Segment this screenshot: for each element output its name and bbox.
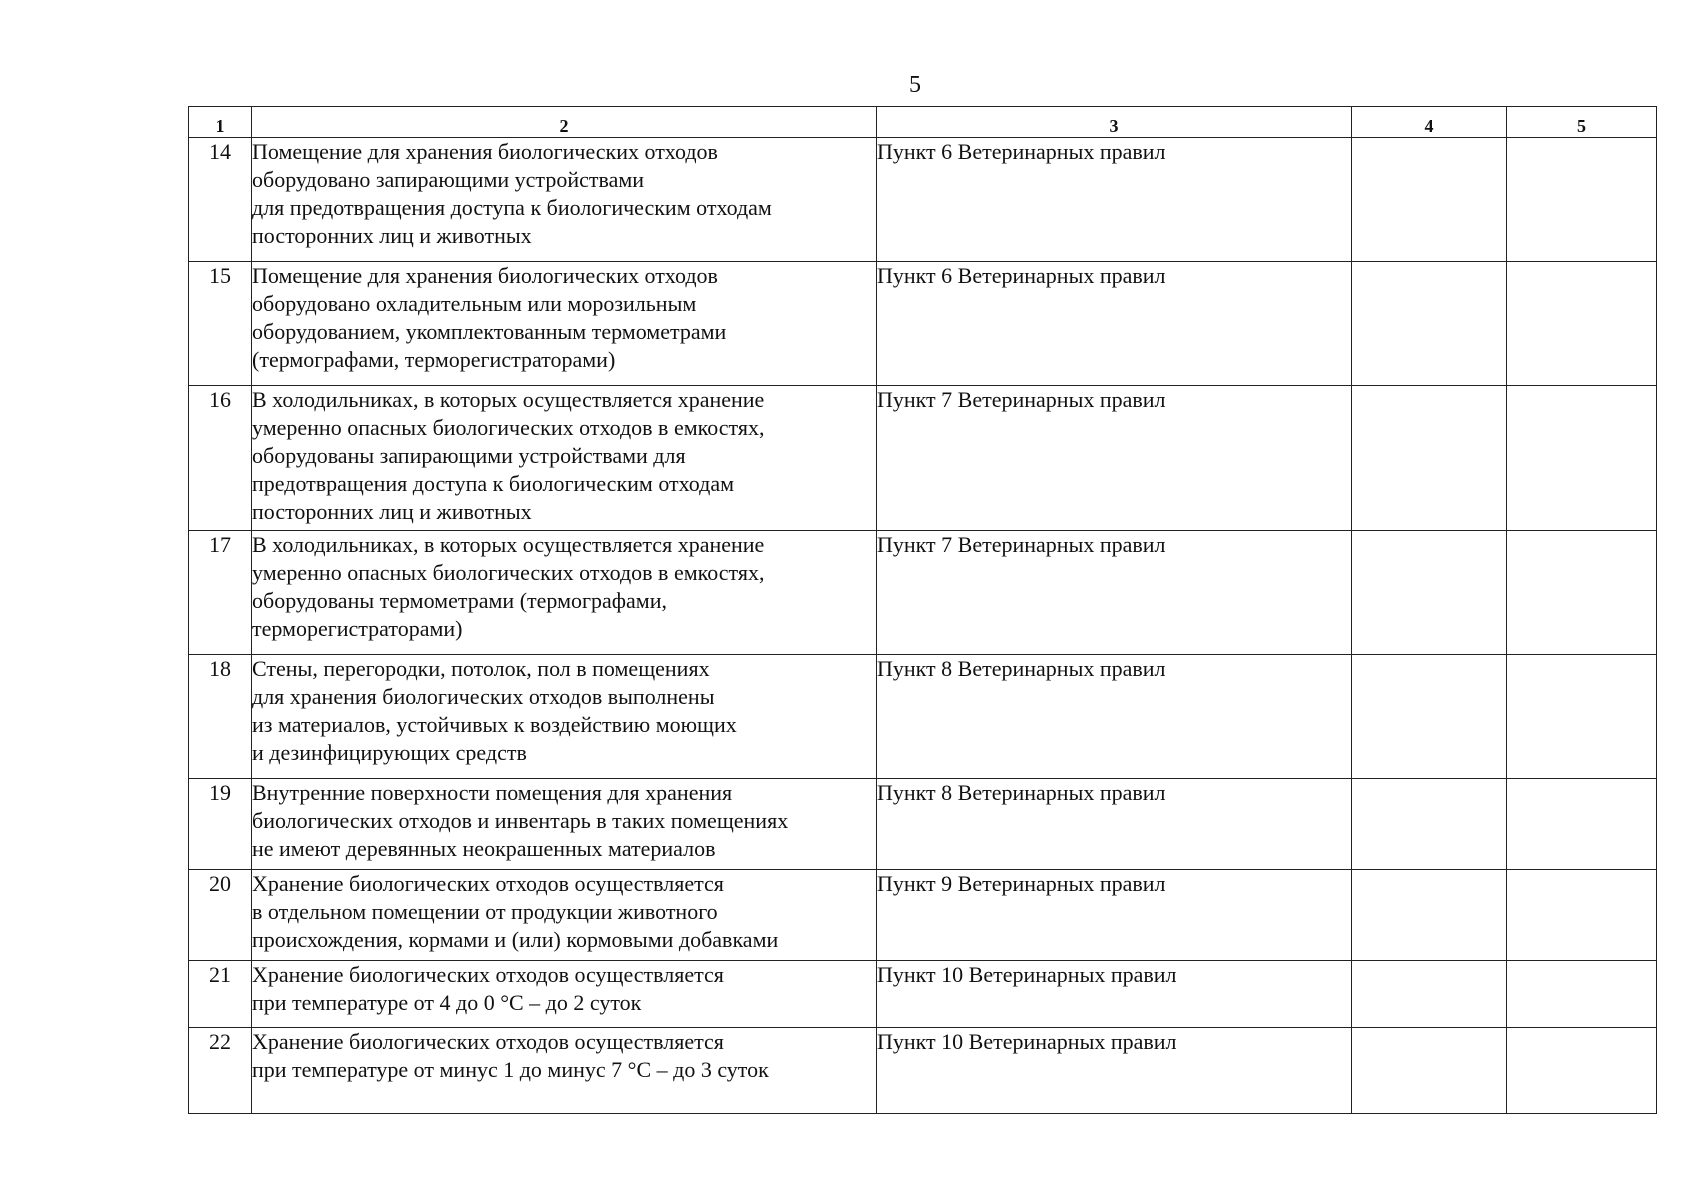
note-cell <box>1507 870 1657 961</box>
row-number: 18 <box>189 655 252 779</box>
page-number: 5 <box>909 72 921 98</box>
note-cell <box>1507 961 1657 1028</box>
table-row <box>189 1028 1657 1114</box>
requirement-text: Помещение для хранения биологических отходов оборудовано запирающими устройствами для предотвращения доступа к биологическим отходам посторонних лиц и животных <box>252 138 877 262</box>
row-number: 21 <box>189 961 252 1028</box>
note-cell <box>1507 386 1657 531</box>
table-row <box>189 655 1657 779</box>
answer-cell <box>1352 961 1507 1028</box>
answer-cell <box>1352 386 1507 531</box>
table-row <box>189 386 1657 531</box>
row-number: 17 <box>189 531 252 655</box>
legal-reference: Пункт 7 Ветеринарных правил <box>877 386 1352 531</box>
requirement-text: Хранение биологических отходов осуществляется в отдельном помещении от продукции животного происхождения, кормами и (или) кормовыми добавками <box>252 870 877 961</box>
answer-cell <box>1352 1028 1507 1114</box>
note-cell <box>1507 1028 1657 1114</box>
checklist-table <box>188 106 1657 1114</box>
answer-cell <box>1352 262 1507 386</box>
requirement-text: В холодильниках, в которых осуществляется хранение умеренно опасных биологических отходов в емкостях, оборудованы термометрами (термографами, терморегистраторами) <box>252 531 877 655</box>
legal-reference: Пункт 8 Ветеринарных правил <box>877 655 1352 779</box>
note-cell <box>1507 138 1657 262</box>
table-row <box>189 138 1657 262</box>
requirement-text: Стены, перегородки, потолок, пол в помещениях для хранения биологических отходов выполнены из материалов, устойчивых к воздействию моющих и дезинфицирующих средств <box>252 655 877 779</box>
legal-reference: Пункт 8 Ветеринарных правил <box>877 779 1352 870</box>
requirement-text: В холодильниках, в которых осуществляется хранение умеренно опасных биологических отходов в емкостях, оборудованы запирающими устройствами для предотвращения доступа к биологическим отходам посторонних лиц и животных <box>252 386 877 531</box>
requirement-text: Хранение биологических отходов осуществляется при температуре от 4 до 0 °С – до 2 суток <box>252 961 877 1028</box>
legal-reference: Пункт 7 Ветеринарных правил <box>877 531 1352 655</box>
table-row <box>189 531 1657 655</box>
legal-reference: Пункт 9 Ветеринарных правил <box>877 870 1352 961</box>
row-number: 20 <box>189 870 252 961</box>
column-header-4: 4 <box>1352 107 1507 138</box>
row-number: 22 <box>189 1028 252 1114</box>
answer-cell <box>1352 655 1507 779</box>
answer-cell <box>1352 870 1507 961</box>
answer-cell <box>1352 138 1507 262</box>
answer-cell <box>1352 531 1507 655</box>
row-number: 19 <box>189 779 252 870</box>
legal-reference: Пункт 10 Ветеринарных правил <box>877 961 1352 1028</box>
legal-reference: Пункт 6 Ветеринарных правил <box>877 262 1352 386</box>
column-header-5: 5 <box>1507 107 1657 138</box>
requirement-text: Внутренние поверхности помещения для хранения биологических отходов и инвентарь в таких помещениях не имеют деревянных неокрашенных материалов <box>252 779 877 870</box>
header-row <box>189 107 1657 138</box>
table-row <box>189 262 1657 386</box>
column-header-1: 1 <box>189 107 252 138</box>
row-number: 15 <box>189 262 252 386</box>
table-row <box>189 870 1657 961</box>
note-cell <box>1507 531 1657 655</box>
row-number: 16 <box>189 386 252 531</box>
column-header-2: 2 <box>252 107 877 138</box>
note-cell <box>1507 262 1657 386</box>
requirement-text: Помещение для хранения биологических отходов оборудовано охладительным или морозильным оборудованием, укомплектованным термометрами (термографами, терморегистраторами) <box>252 262 877 386</box>
column-header-3: 3 <box>877 107 1352 138</box>
table-row <box>189 779 1657 870</box>
legal-reference: Пункт 10 Ветеринарных правил <box>877 1028 1352 1114</box>
requirement-text: Хранение биологических отходов осуществляется при температуре от минус 1 до минус 7 °С – до 3 суток <box>252 1028 877 1114</box>
row-number: 14 <box>189 138 252 262</box>
note-cell <box>1507 779 1657 870</box>
legal-reference: Пункт 6 Ветеринарных правил <box>877 138 1352 262</box>
note-cell <box>1507 655 1657 779</box>
table-row <box>189 961 1657 1028</box>
answer-cell <box>1352 779 1507 870</box>
